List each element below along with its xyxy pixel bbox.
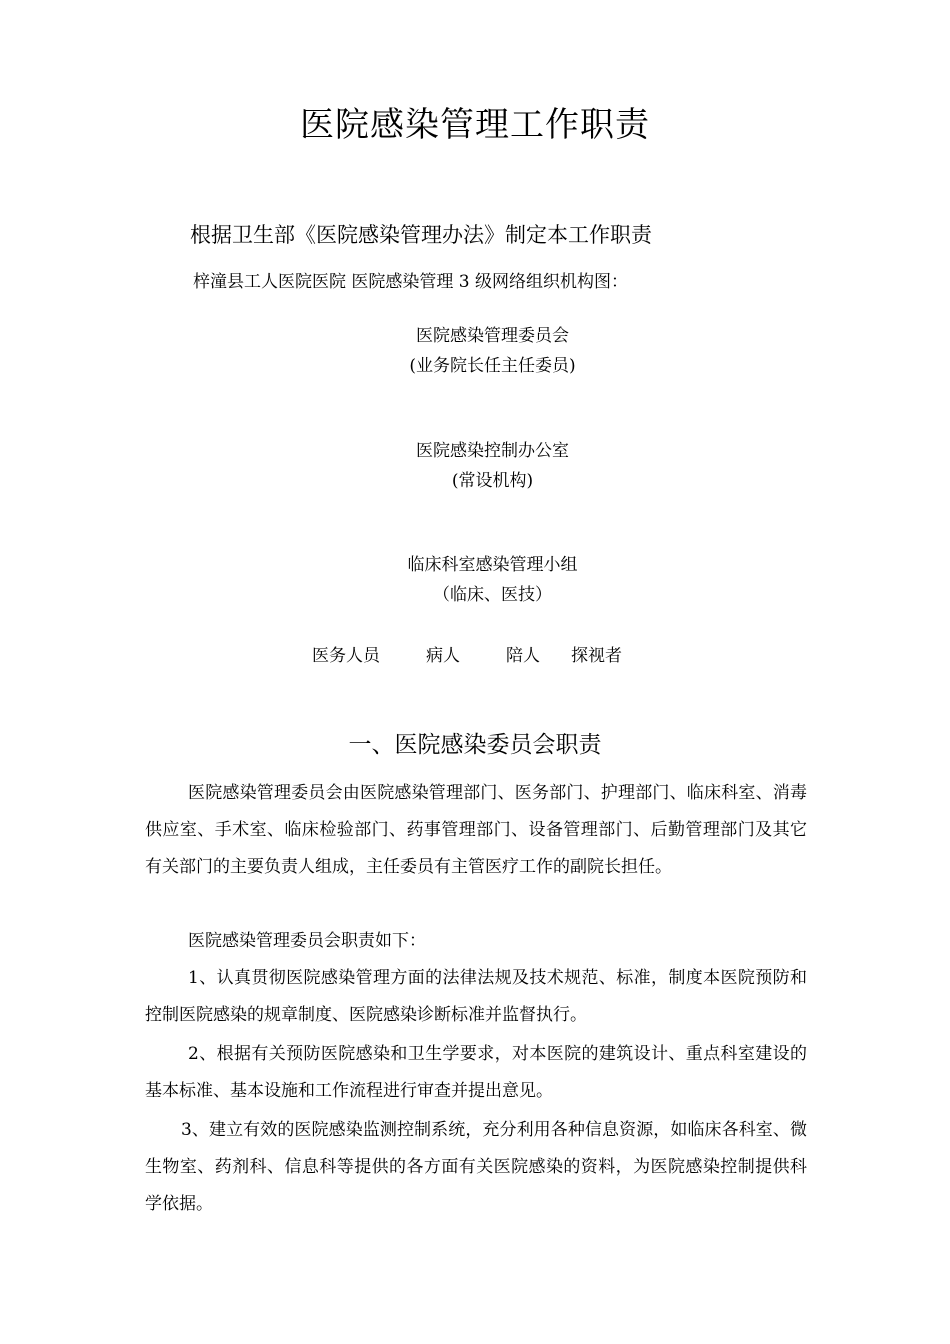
org-members-row [312, 643, 622, 669]
org-node-note: (业务院长任主任委员) [409, 356, 576, 376]
org-node-note: (常设机构) [451, 471, 534, 491]
paragraph-duty-3: 3、建立有效的医院感染监测控制系统，充分利用各种信息资源，如临床各科室、微生物室、药剂科、信息科等提供的各方面有关医院感染的资料，为医院感染控制提供科学依据。 [145, 1120, 807, 1214]
document-title: 医院感染管理工作职责 [300, 105, 650, 145]
org-node-committee [300, 321, 685, 381]
org-node-name: 临床科室感染管理小组 [407, 555, 578, 575]
org-node-office [300, 436, 685, 496]
org-node-name: 医院感染控制办公室 [416, 441, 569, 461]
org-node-clinical-group [300, 550, 685, 610]
paragraph-duties-intro: 医院感染管理委员会职责如下： [188, 931, 426, 951]
org-chart-caption: 梓潼县工人医院医院 医院感染管理 3 级网络组织机构图： [193, 272, 629, 292]
member-escort: 陪人 [506, 646, 540, 666]
document-basis: 根据卫生部《医院感染管理办法》制定本工作职责 [190, 223, 652, 247]
org-node-note: （临床、医技） [433, 585, 552, 605]
member-visitor: 探视者 [571, 646, 622, 666]
paragraph-composition: 医院感染管理委员会由医院感染管理部门、医务部门、护理部门、临床科室、消毒供应室、手术室、临床检验部门、药事管理部门、设备管理部门、后勤管理部门及其它有关部门的主要负责人组成，主任委员有主管医疗工作的副院长担任。 [145, 783, 807, 877]
paragraph-duty-2: 2、根据有关预防医院感染和卫生学要求，对本医院的建筑设计、重点科室建设的基本标准、基本设施和工作流程进行审查并提出意见。 [145, 1044, 807, 1101]
org-node-name: 医院感染管理委员会 [416, 326, 569, 346]
section-heading: 一、医院感染委员会职责 [348, 732, 602, 758]
paragraph-duty-1: 1、认真贯彻医院感染管理方面的法律法规及技术规范、标准，制度本医院预防和控制医院感染的规章制度、医院感染诊断标准并监督执行。 [145, 968, 807, 1025]
member-patient: 病人 [426, 646, 460, 666]
member-medical-staff: 医务人员 [312, 646, 380, 666]
